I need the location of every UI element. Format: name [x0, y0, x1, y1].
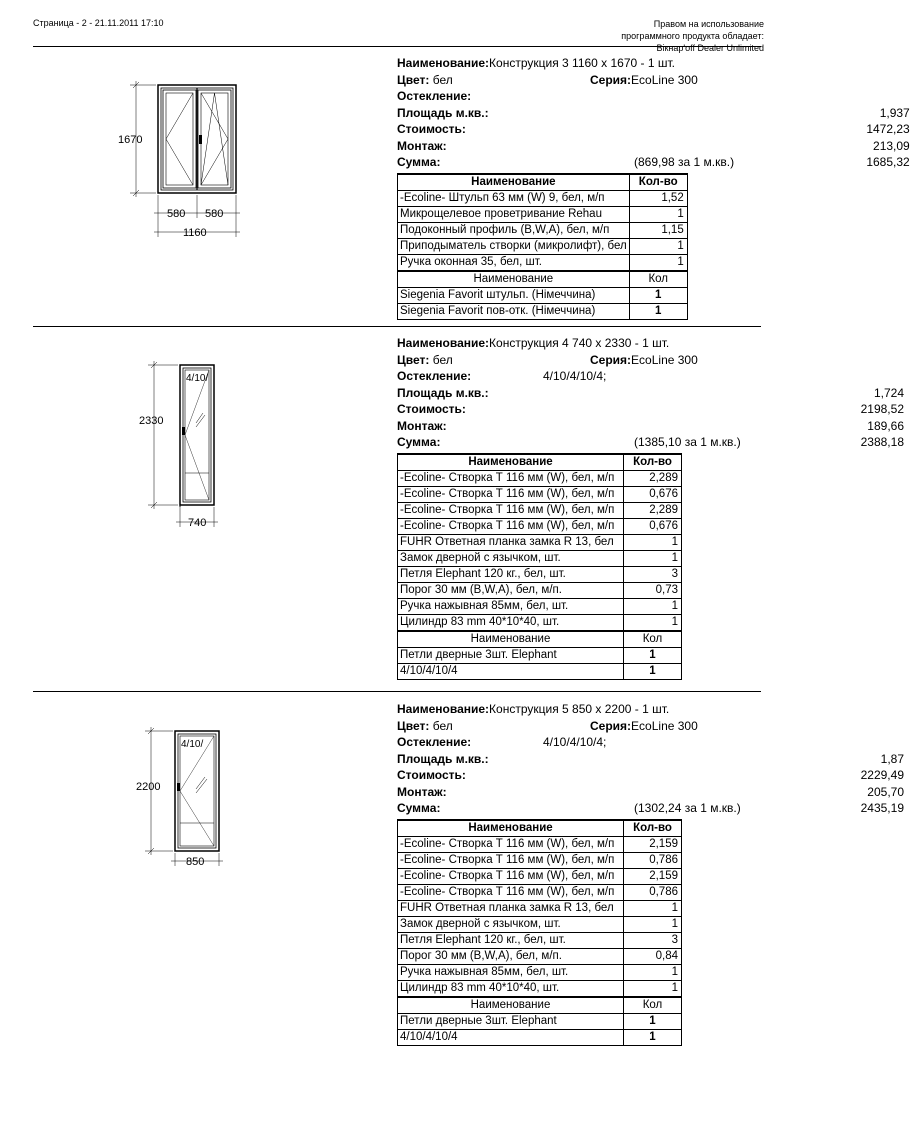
col-name-header: Наименование [398, 454, 624, 471]
col-qty-short-header: Кол [624, 997, 682, 1014]
install-label: Монтаж: [397, 784, 447, 799]
color-value: бел [432, 718, 453, 733]
table-row: Петли дверные 3шт. Elephant 1 [398, 647, 682, 663]
table-row: -Ecoline- Штульп 63 мм (W) 9, бел, м/п 1,52 [398, 190, 688, 206]
table-row: -Ecoline- Створка Т 116 мм (W), бел, м/п 2,159 [398, 868, 682, 884]
sum-label: Сумма: [397, 801, 441, 815]
install-value: 205,70 [867, 784, 904, 799]
table-row: Замок дверной с язычком, шт. 1 [398, 550, 682, 566]
glass-label: 4/10/ [181, 739, 204, 750]
window-drawing [0, 55, 390, 325]
series-label: Серия: [590, 72, 632, 87]
height-label: 1670 [118, 134, 143, 146]
col-name-header: Наименование [398, 997, 624, 1014]
glass-label: 4/10/ [186, 373, 209, 384]
table-row: -Ecoline- Створка Т 116 мм (W), бел, м/п 2,289 [398, 502, 682, 518]
col-qty-short-header: Кол [629, 271, 687, 288]
glazing-value: 4/10/4/10/4; [543, 735, 607, 749]
sum-value: 2435,19 [860, 801, 904, 815]
col-qty-header: Кол-во [624, 454, 682, 471]
col-qty-header: Кол-во [624, 820, 682, 837]
width-label: 1160 [183, 227, 207, 239]
col-name-header: Наименование [398, 174, 630, 191]
area-label: Площадь м.кв.: [397, 105, 489, 120]
per-m2-value: (1302,24 за 1 м.кв.) [634, 801, 741, 815]
divider [33, 691, 761, 692]
construction-4 [0, 335, 904, 690]
construction-3 [0, 55, 910, 325]
cost-label: Стоимость: [397, 402, 466, 416]
area-value: 1,87 [880, 751, 904, 766]
name-label: Наименование: [397, 336, 490, 350]
construction-3-drawing [0, 55, 390, 325]
construction-4-info [397, 335, 904, 680]
col-qty-short-header: Кол [624, 631, 682, 648]
table-row: Микрощелевое проветривание Rehau 1 [398, 206, 688, 222]
install-label: Монтаж: [397, 138, 447, 153]
color-value: бел [432, 352, 453, 367]
install-value: 189,66 [867, 418, 904, 433]
table-row: Цилиндр 83 mm 40*10*40, шт. 1 [398, 980, 682, 997]
area-value: 1,724 [873, 385, 904, 400]
glazing-label: Остекление: [397, 369, 472, 383]
area-value: 1,937 [879, 105, 910, 120]
table-row: -Ecoline- Створка Т 116 мм (W), бел, м/п 2,159 [398, 836, 682, 852]
table-row: -Ecoline- Створка Т 116 мм (W), бел, м/п 0,676 [398, 486, 682, 502]
table-row: Замок дверной с язычком, шт. 1 [398, 916, 682, 932]
table-row: Ручка нажывная 85мм, бел, шт. 1 [398, 598, 682, 614]
door-drawing [0, 335, 390, 690]
table-row: Порог 30 мм (B,W,A), бел, м/п. 0,73 [398, 582, 682, 598]
divider [33, 46, 761, 47]
glazing-label: Остекление: [397, 735, 472, 749]
items-table [397, 819, 682, 1046]
door-drawing [0, 701, 390, 1061]
table-row: -Ecoline- Створка Т 116 мм (W), бел, м/п 0,786 [398, 852, 682, 868]
table-row: FUHR Ответная планка замка R 13, бел 1 [398, 900, 682, 916]
area-label: Площадь м.кв.: [397, 751, 489, 766]
cost-label: Стоимость: [397, 768, 466, 782]
table-row: FUHR Ответная планка замка R 13, бел 1 [398, 534, 682, 550]
color-label: Цвет: [397, 352, 430, 367]
construction-name: Конструкция 3 1160 x 1670 - 1 шт. [489, 56, 676, 70]
height-label: 2200 [136, 781, 161, 793]
cost-value: 1472,23 [866, 122, 910, 136]
glazing-label: Остекление: [397, 89, 472, 103]
page-header-right [621, 18, 764, 54]
table-row: 4/10/4/10/4 1 [398, 663, 682, 679]
construction-3-info [397, 55, 910, 320]
sum-label: Сумма: [397, 155, 441, 169]
width-label: 850 [186, 856, 205, 868]
series-value: EcoLine 300 [631, 718, 698, 733]
install-value: 213,09 [873, 138, 910, 153]
license-line-2: программного продукта обладает: [621, 31, 764, 41]
table-row: Ручка нажывная 85мм, бел, шт. 1 [398, 964, 682, 980]
sum-value: 2388,18 [860, 435, 904, 449]
col-name-header: Наименование [398, 271, 630, 288]
per-m2-value: (1385,10 за 1 м.кв.) [634, 435, 741, 449]
construction-name: Конструкция 5 850 x 2200 - 1 шт. [489, 702, 670, 716]
series-value: EcoLine 300 [631, 352, 698, 367]
glazing-value: 4/10/4/10/4; [543, 369, 607, 383]
install-label: Монтаж: [397, 418, 447, 433]
construction-5-drawing [0, 701, 390, 1061]
width-1-label: 580 [167, 208, 186, 220]
table-row: Приподыматель створки (микролифт), бел 1 [398, 238, 688, 254]
table-row: Петля Elephant 120 кг., бел, шт. 3 [398, 566, 682, 582]
cost-value: 2229,49 [860, 768, 904, 782]
construction-5-info [397, 701, 904, 1046]
cost-label: Стоимость: [397, 122, 466, 136]
name-label: Наименование: [397, 702, 490, 716]
table-row: 4/10/4/10/4 1 [398, 1029, 682, 1045]
height-label: 2330 [139, 415, 164, 427]
table-row: Подоконный профиль (B,W,A), бел, м/п 1,15 [398, 222, 688, 238]
construction-name: Конструкция 4 740 x 2330 - 1 шт. [489, 336, 670, 350]
table-row: Цилиндр 83 mm 40*10*40, шт. 1 [398, 614, 682, 631]
construction-5 [0, 701, 904, 1061]
name-label: Наименование: [397, 56, 490, 70]
color-value: бел [432, 72, 453, 87]
sum-value: 1685,32 [866, 155, 910, 169]
width-label: 740 [188, 517, 207, 529]
width-2-label: 580 [205, 208, 224, 220]
table-row: Ручка оконная 35, бел, шт. 1 [398, 254, 688, 271]
divider [33, 326, 761, 327]
table-row: -Ecoline- Створка Т 116 мм (W), бел, м/п 0,786 [398, 884, 682, 900]
construction-4-drawing [0, 335, 390, 690]
cost-value: 2198,52 [860, 402, 904, 416]
license-line-1: Правом на использование [653, 19, 764, 29]
col-qty-header: Кол-во [629, 174, 687, 191]
page-header-left: Страница - 2 - 21.11.2011 17:10 [33, 18, 164, 28]
table-row: Петля Elephant 120 кг., бел, шт. 3 [398, 932, 682, 948]
sum-label: Сумма: [397, 435, 441, 449]
items-table [397, 173, 688, 320]
color-label: Цвет: [397, 718, 430, 733]
table-row: Петли дверные 3шт. Elephant 1 [398, 1013, 682, 1029]
col-name-header: Наименование [398, 820, 624, 837]
license-line-3: Вікнар'off Dealer Unlimited [656, 43, 764, 53]
color-label: Цвет: [397, 72, 430, 87]
series-label: Серия: [590, 352, 632, 367]
table-row: Порог 30 мм (B,W,A), бел, м/п. 0,84 [398, 948, 682, 964]
items-table [397, 453, 682, 680]
series-value: EcoLine 300 [631, 72, 698, 87]
table-row: -Ecoline- Створка Т 116 мм (W), бел, м/п 2,289 [398, 470, 682, 486]
col-name-header: Наименование [398, 631, 624, 648]
per-m2-value: (869,98 за 1 м.кв.) [634, 155, 735, 169]
table-row: Siegenia Favorit штульп. (Німеччина) 1 [398, 287, 688, 303]
table-row: -Ecoline- Створка Т 116 мм (W), бел, м/п 0,676 [398, 518, 682, 534]
table-row: Siegenia Favorit пов-отк. (Німеччина) 1 [398, 303, 688, 319]
area-label: Площадь м.кв.: [397, 385, 489, 400]
series-label: Серия: [590, 718, 632, 733]
